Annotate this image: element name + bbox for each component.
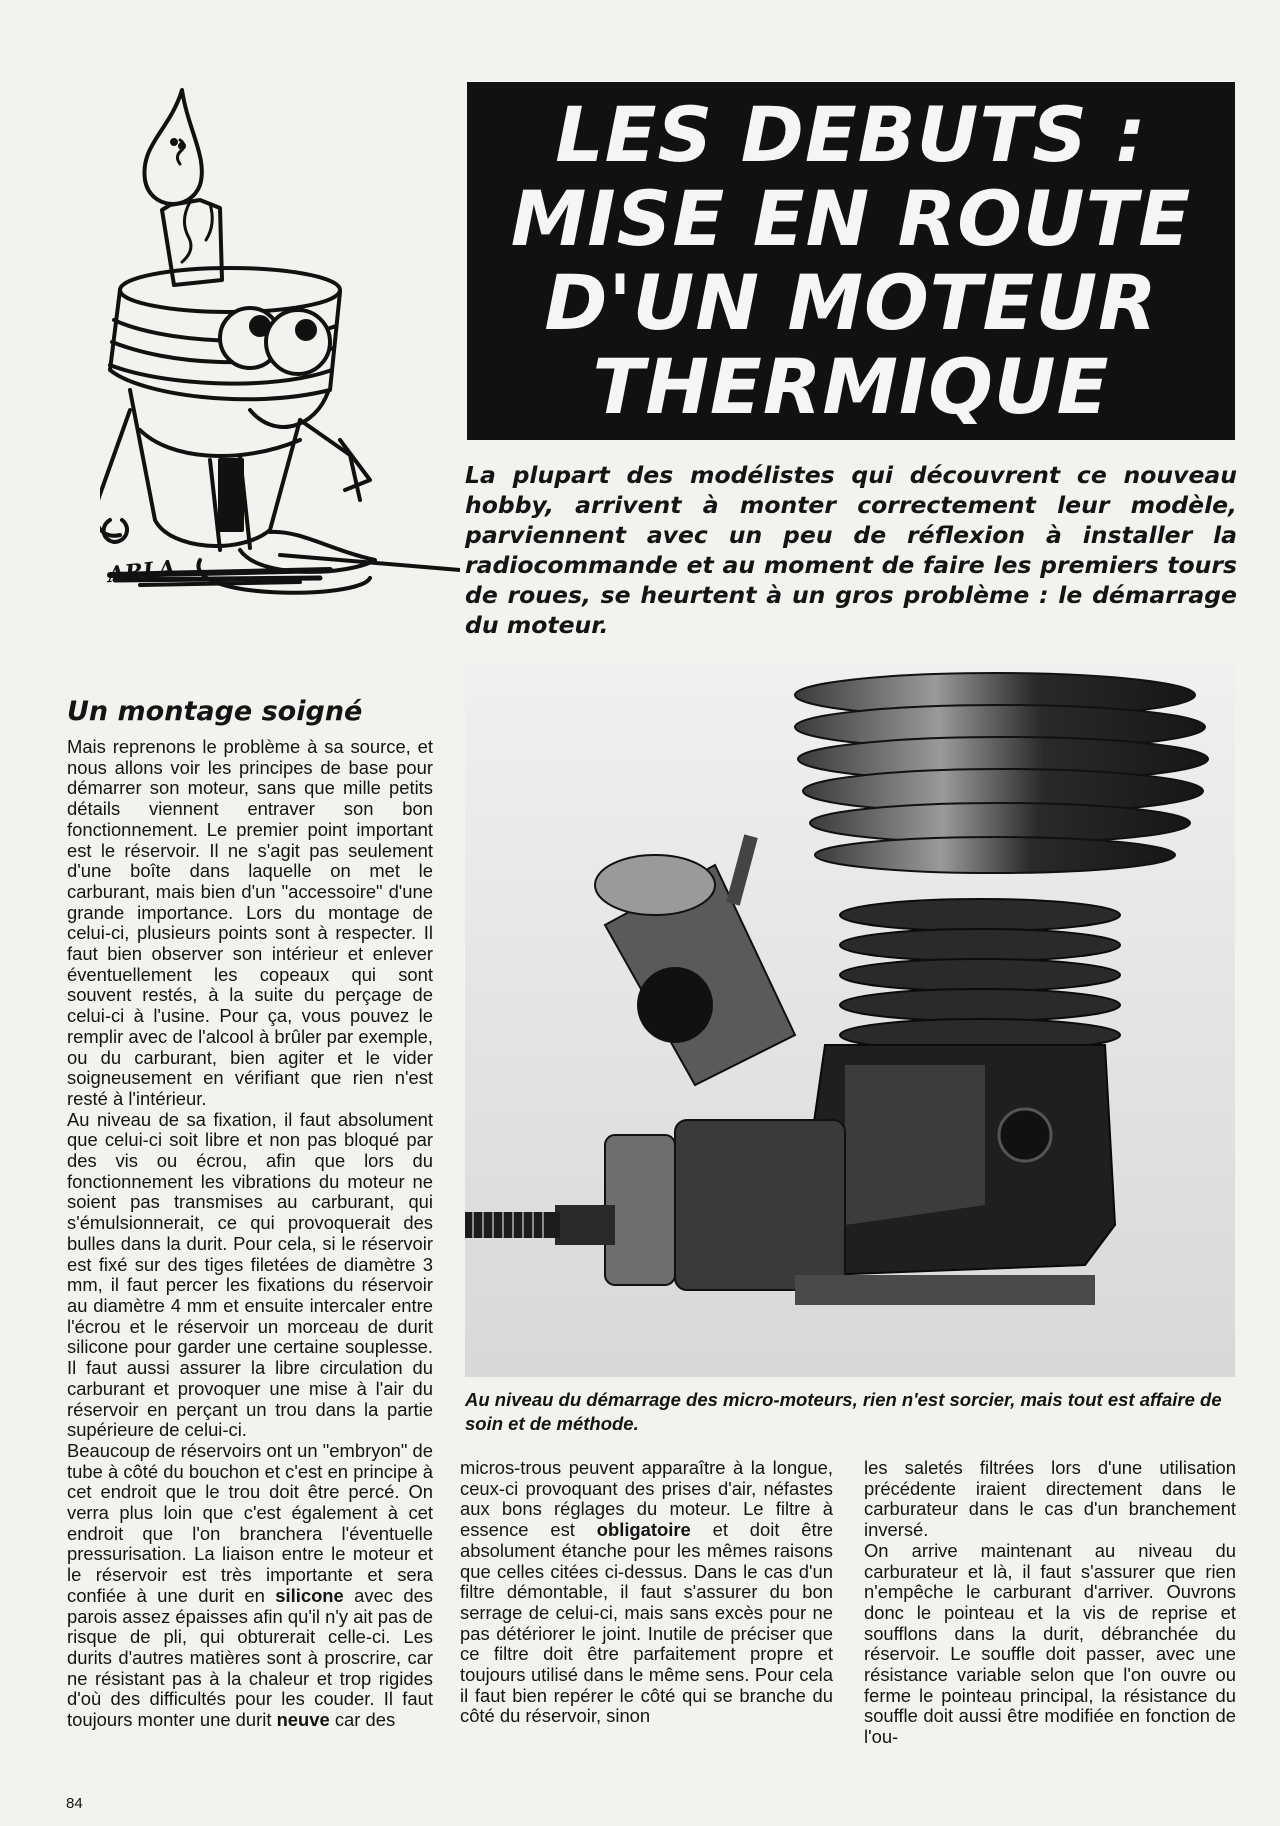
title-line-2: MISE EN ROUTE [510, 174, 1192, 263]
article-column-1 [67, 737, 433, 1731]
column2-p1-text: micros-trous peuvent apparaître à la longue, ceux-ci provoquant des prises d'air, néfastes aux bons réglages du moteur. Le filtre à essence est [460, 1457, 833, 1541]
article-column-2 [460, 1458, 833, 1727]
page-number: 84 [66, 1795, 83, 1812]
column1-p3-end: car des [334, 1709, 396, 1731]
column1-paragraph-2: Au niveau de sa fixation, il faut absolument que celui-ci soit libre et non pas bloqué par des vis ou écrou, afin que lors du fonctionnement les vibrations du moteur ne soient pas transmises au carburant, qui s'émulsionnerait, ce qui provoquerait des bulles dans la durit. Pour cela, si le réservoir est fixé sur des tiges filetées de diamètre 3 mm, il faut percer les fixations du réservoir au diamètre 4 mm et ensuite intercaler entre l'écrou et le réservoir un morceau de durit silicone pour garder une certaine souplesse. Il faut aussi assurer la libre circulation du carburant et provoquer une mise à l'air du réservoir en perçant un trou dans la partie supérieure de celui-ci. [67, 1108, 433, 1441]
candle-piston-cartoon [100, 80, 460, 650]
title-line-4: THERMIQUE [592, 342, 1110, 431]
section-title: Un montage soigné [67, 696, 363, 727]
title-line-1: LES DEBUTS : [555, 90, 1147, 179]
column1-p3-bold2: neuve [276, 1709, 330, 1731]
engine-photo [465, 665, 1235, 1377]
column2-p1-bold: obligatoire [596, 1519, 691, 1541]
column1-p3-rest: avec des parois assez épaisses afin qu'il n'y ait pas de risque de pli, qui obturerait celle-ci. Les durits d'autres matières sont à proscrire, car ne résistant pas à la chaleur et trop rigides d'où des difficultés pour les couder. Il faut toujours monter une durit [67, 1584, 434, 1731]
title-banner [467, 82, 1235, 440]
intro-paragraph: La plupart des modélistes qui découvrent ce nouveau hobby, arrivent à monter correctement leur modèle, parviennent avec un peu de réflexion à installer la radiocommande et au moment de faire les premiers tours de roues, se heurtent à un gros problème : le démarrage du moteur. [465, 461, 1237, 639]
column1-paragraph-3 [67, 1441, 433, 1731]
column1-paragraph-1: Mais reprenons le problème à sa source, et nous allons voir les principes de base pour démarrer son moteur, sans que mille petits détails viennent entraver son bon fonctionnement. Le premier point important est le réservoir. Il ne s'agit pas seulement d'une boîte dans laquelle on met le carburant, mais bien d'un "accessoire" d'une grande importance. Lors du montage de celui-ci, plusieurs points sont à respecter. Il faut bien observer son intérieur et enlever éventuellement les copeaux qui sont souvent restés, à la suite du perçage de celui-ci à l'usine. Pour ça, vous pouvez le remplir avec de l'alcool à brûler par exemple, ou du carburant, bien agiter et le vider soigneusement en vérifiant que rien n'est resté à l'intérieur. [67, 736, 433, 1109]
column2-paragraph-1 [460, 1458, 833, 1727]
column3-paragraph-1: les saletés filtrées lors d'une utilisation précédente iraient directement dans le carburateur dans le cas d'un branchement inversé. [864, 1457, 1236, 1541]
article-column-3 [864, 1458, 1236, 1748]
column3-paragraph-2: On arrive maintenant au niveau du carburateur et là, il faut s'assurer que rien n'empêche le carburant d'arriver. Ouvrons donc le pointeau et la vis de reprise et soufflons dans la durit, débranchée du réservoir. Le souffle doit passer, avec une résistance variable selon que l'on ouvre ou ferme le pointeau principal, la résistance du souffle doit aussi être modifiée en fonction de l'ou- [864, 1539, 1236, 1748]
signature-text: ARLA [106, 555, 177, 589]
column1-p3-text: Beaucoup de réservoirs ont un "embryon" de tube à côté du bouchon et c'est en principe à cet endroit que le trou doit être percé. On verra plus loin que c'est également à cet endroit que l'on branchera l'éventuelle pressurisation. La liaison entre le moteur et le réservoir est très importante et sera confiée à une durit en [67, 1439, 433, 1606]
column1-p3-bold: silicone [275, 1584, 344, 1606]
column2-p1-rest: et doit être absolument étanche pour les mêmes raisons que celles citées ci-dessus. Dans le cas d'un filtre démontable, il faut s'assurer du bon serrage de celui-ci, mais sans excès pour ne pas détériorer le joint. Inutile de préciser que ce filtre doit être parfaitement propre et toujours utilisé dans le même sens. Pour cela il faut bien repérer le côté qui se branche du côté du réservoir, sinon [460, 1519, 833, 1727]
title-line-3: D'UN MOTEUR [544, 258, 1158, 347]
photo-caption: Au niveau du démarrage des micro-moteurs, rien n'est sorcier, mais tout est affaire de soin et de méthode. [465, 1389, 1222, 1434]
